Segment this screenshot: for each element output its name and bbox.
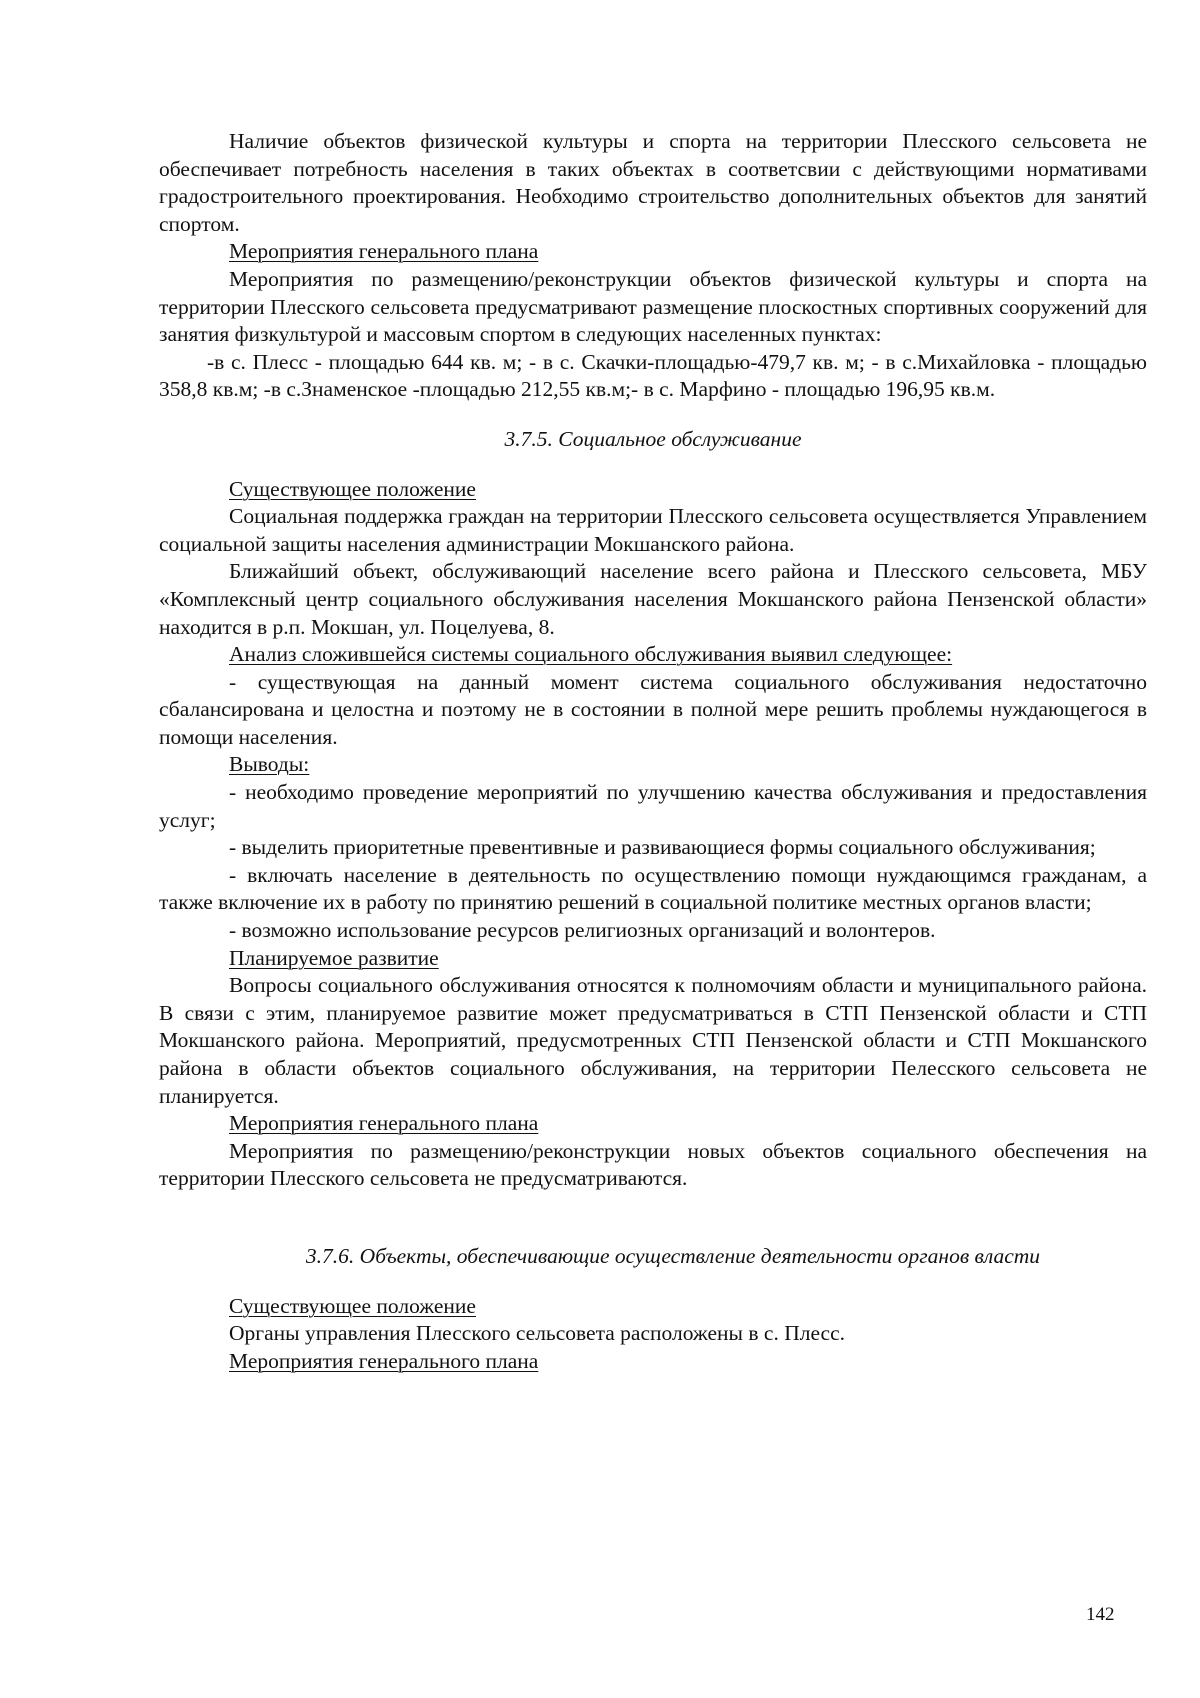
section-376-heading-existing: Существующее положение [229,1293,476,1318]
section-376-heading-measures: Мероприятия генерального плана [229,1348,539,1373]
document-page [159,128,1147,1375]
section-375-heading-existing: Существующее положение [229,476,476,501]
section-375-heading-analysis: Анализ сложившейся системы социального обслуживания выявил следующее: [229,642,953,667]
sport-paragraph-1: Наличие объектов физической культуры и спорта на территории Плесского сельсовета не обеспечивает потребность населения в таких объектах в соответсвии с действующими нормативами градостроительного проектирования. Необходимо строительство дополнительных объектов для занятий спортом. [159,129,1147,236]
section-375-paragraph-2: Ближайший объект, обслуживающий население всего района и Плесского сельсовета, МБУ «Комплексный центр социального обслуживания населения Мокшанского района Пензенской области» находится в р.п. Мокшан, ул. Поцелуева, 8. [159,559,1147,639]
sport-heading-measures: Мероприятия генерального плана [229,239,539,264]
section-375-paragraph-1: Социальная поддержка граждан на территории Плесского сельсовета осуществляется Управлением социальной защиты населения администрации Мокшанского района. [159,504,1147,556]
section-376-paragraph-1: Органы управления Плесского сельсовета расположены в с. Плесс. [229,1321,845,1346]
section-375-paragraph-measures: Мероприятия по размещению/реконструкции новых объектов социального обеспечения на территории Плесского сельсовета не предусматриваются. [159,1138,1147,1191]
section-375-conclusion-3: - включать население в деятельность по осуществлению помощи нуждающимся гражданам, а также включение их в работу по принятию решений в социальной политике местных органов власти; [159,862,1147,915]
sport-paragraph-3: -в с. Плесс - площадью 644 кв. м; - в с. Скачки-площадью-479,7 кв. м; - в с.Михайловка - площадью 358,8 кв.м; -в с.Знаменское -площадью 212,55 кв.м;- в с. Марфино - площадью 196,95 кв.м. [159,349,1147,402]
section-375-title: 3.7.5. Социальное обслуживание [504,426,802,451]
section-375-heading-measures: Мероприятия генерального плана [229,1111,539,1136]
section-375-paragraph-planned: Вопросы социального обслуживания относятся к полномочиям области и муниципального района. В связи с этим, планируемое развитие может предусматриваться в СТП Пензенской области и СТП Мокшанского района. Мероприятий, предусмотренных СТП Пензенской области и СТП Мокшанского района в области объектов социального обслуживания, на территории Пелесского сельсовета не планируется. [159,973,1147,1108]
section-375-conclusion-4: - возможно использование ресурсов религиозных организаций и волонтеров. [229,918,936,943]
section-375-conclusion-2: - выделить приоритетные превентивные и развивающиеся формы социального обслуживания; [229,835,1096,860]
section-375-conclusion-1: - необходимо проведение мероприятий по улучшению качества обслуживания и предоставления услуг; [159,780,1147,832]
section-375-analysis-item-1: - существующая на данный момент система социального обслуживания недостаточно сбалансирована и целостна и поэтому не в состоянии в полной мере решить проблемы нуждающегося в помощи населения. [159,669,1147,749]
section-375-heading-conclusions: Выводы: [229,752,310,777]
sport-paragraph-2: Мероприятия по размещению/реконструкции объектов физической культуры и спорта на территории Плесского сельсовета предусматривают размещение плоскостных спортивных сооружений для занятия физкультурой и массовым спортом в следующих населенных пунктах: [159,266,1147,347]
section-375-heading-planned: Планируемое развитие [229,945,439,970]
page-number: 142 [1086,1604,1115,1625]
section-376-title: 3.7.6. Объекты, обеспечивающие осуществление деятельности органов власти [305,1243,1041,1268]
